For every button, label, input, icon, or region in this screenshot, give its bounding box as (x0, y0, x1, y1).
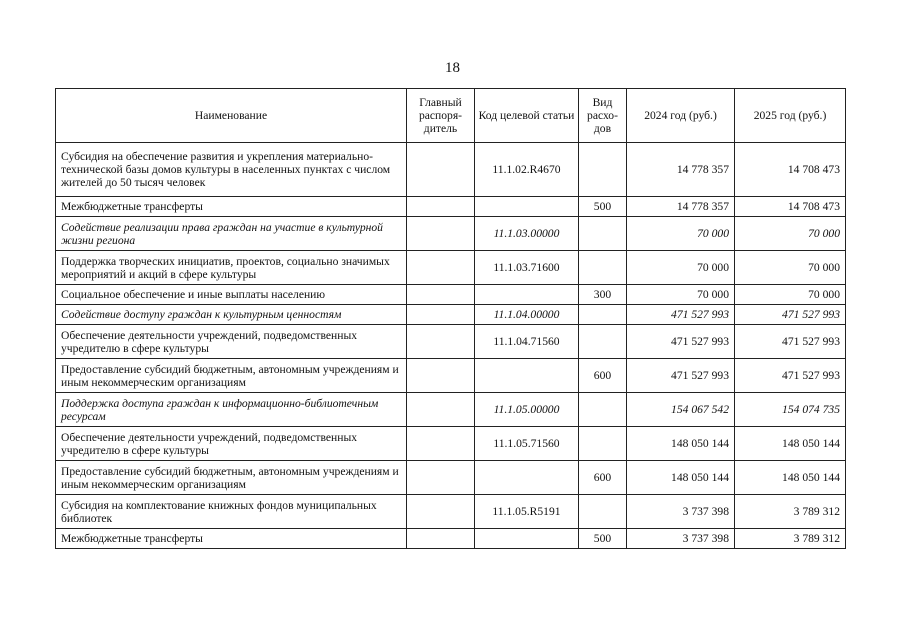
table-header-row (56, 89, 846, 143)
row-name-cell: Обеспечение деятельности учреждений, подведомственных учредителю в сфере культуры (56, 427, 407, 461)
row-name-cell: Содействие реализации права граждан на участие в культурной жизни региона (56, 217, 407, 251)
row-code-cell: 11.1.05.71560 (475, 427, 579, 461)
header-admin: Главный распоря-дитель (407, 89, 475, 143)
row-code-cell: 11.1.03.71600 (475, 251, 579, 285)
row-2025-cell: 471 527 993 (735, 359, 846, 393)
row-code-cell: 11.1.02.R4670 (475, 143, 579, 197)
row-kind-cell (579, 393, 627, 427)
header-code: Код целевой статьи (475, 89, 579, 143)
row-admin-cell (407, 461, 475, 495)
row-2024-cell: 148 050 144 (627, 461, 735, 495)
row-kind-cell (579, 251, 627, 285)
row-2025-cell: 14 708 473 (735, 143, 846, 197)
row-name-cell: Содействие доступу граждан к культурным ценностям (56, 305, 407, 325)
row-admin-cell (407, 427, 475, 461)
row-admin-cell (407, 359, 475, 393)
row-2024-cell: 14 778 357 (627, 197, 735, 217)
table-row (56, 495, 846, 529)
row-kind-cell (579, 143, 627, 197)
row-name-cell: Поддержка творческих инициатив, проектов, социально значимых мероприятий и акций в сфере культуры (56, 251, 407, 285)
row-code-cell (475, 285, 579, 305)
table-row (56, 197, 846, 217)
table-row (56, 251, 846, 285)
row-code-cell: 11.1.03.00000 (475, 217, 579, 251)
row-name-cell: Предоставление субсидий бюджетным, автономным учреждениям и иным некоммерческим организациям (56, 461, 407, 495)
header-2024: 2024 год (руб.) (627, 89, 735, 143)
header-2025: 2025 год (руб.) (735, 89, 846, 143)
row-name-cell: Поддержка доступа граждан к информационно-библиотечным ресурсам (56, 393, 407, 427)
row-kind-cell: 500 (579, 197, 627, 217)
table-row (56, 325, 846, 359)
row-2024-cell: 14 778 357 (627, 143, 735, 197)
row-kind-cell: 600 (579, 359, 627, 393)
row-2025-cell: 14 708 473 (735, 197, 846, 217)
table-row (56, 461, 846, 495)
row-2025-cell: 471 527 993 (735, 325, 846, 359)
table-row (56, 143, 846, 197)
row-code-cell (475, 529, 579, 549)
row-code-cell (475, 197, 579, 217)
row-admin-cell (407, 529, 475, 549)
row-2025-cell: 70 000 (735, 251, 846, 285)
header-name: Наименование (56, 89, 407, 143)
row-2025-cell: 471 527 993 (735, 305, 846, 325)
row-name-cell: Межбюджетные трансферты (56, 529, 407, 549)
row-2024-cell: 70 000 (627, 285, 735, 305)
row-name-cell: Социальное обеспечение и иные выплаты населению (56, 285, 407, 305)
row-kind-cell: 500 (579, 529, 627, 549)
row-kind-cell (579, 325, 627, 359)
row-kind-cell (579, 495, 627, 529)
row-code-cell: 11.1.04.00000 (475, 305, 579, 325)
row-admin-cell (407, 217, 475, 251)
row-kind-cell (579, 217, 627, 251)
row-2025-cell: 3 789 312 (735, 495, 846, 529)
row-code-cell (475, 461, 579, 495)
row-admin-cell (407, 495, 475, 529)
table-row (56, 393, 846, 427)
table-row (56, 359, 846, 393)
row-code-cell: 11.1.04.71560 (475, 325, 579, 359)
row-admin-cell (407, 325, 475, 359)
page-number: 18 (445, 60, 460, 76)
table-row (56, 285, 846, 305)
row-2024-cell: 471 527 993 (627, 305, 735, 325)
row-code-cell: 11.1.05.00000 (475, 393, 579, 427)
row-admin-cell (407, 285, 475, 305)
row-2025-cell: 154 074 735 (735, 393, 846, 427)
row-admin-cell (407, 305, 475, 325)
row-name-cell: Обеспечение деятельности учреждений, подведомственных учредителю в сфере культуры (56, 325, 407, 359)
row-2024-cell: 471 527 993 (627, 359, 735, 393)
header-kind: Вид расхо-дов (579, 89, 627, 143)
row-2025-cell: 148 050 144 (735, 427, 846, 461)
table-row (56, 529, 846, 549)
row-2024-cell: 70 000 (627, 217, 735, 251)
row-kind-cell (579, 305, 627, 325)
row-2024-cell: 471 527 993 (627, 325, 735, 359)
row-admin-cell (407, 197, 475, 217)
row-2024-cell: 3 737 398 (627, 529, 735, 549)
row-code-cell: 11.1.05.R5191 (475, 495, 579, 529)
row-kind-cell (579, 427, 627, 461)
row-2025-cell: 70 000 (735, 217, 846, 251)
row-2024-cell: 70 000 (627, 251, 735, 285)
row-name-cell: Субсидия на комплектование книжных фондов муниципальных библиотек (56, 495, 407, 529)
table-row (56, 217, 846, 251)
row-2024-cell: 148 050 144 (627, 427, 735, 461)
table-row (56, 427, 846, 461)
budget-table (55, 88, 846, 549)
row-2025-cell: 3 789 312 (735, 529, 846, 549)
row-admin-cell (407, 143, 475, 197)
row-name-cell: Субсидия на обеспечение развития и укрепления материально-технической базы домов культуры в населенных пунктах с числом жителей до 50 тысяч человек (56, 143, 407, 197)
row-code-cell (475, 359, 579, 393)
row-admin-cell (407, 251, 475, 285)
row-2024-cell: 3 737 398 (627, 495, 735, 529)
row-2025-cell: 148 050 144 (735, 461, 846, 495)
row-name-cell: Межбюджетные трансферты (56, 197, 407, 217)
row-kind-cell: 300 (579, 285, 627, 305)
row-kind-cell: 600 (579, 461, 627, 495)
row-2025-cell: 70 000 (735, 285, 846, 305)
table-row (56, 305, 846, 325)
row-admin-cell (407, 393, 475, 427)
row-2024-cell: 154 067 542 (627, 393, 735, 427)
row-name-cell: Предоставление субсидий бюджетным, автономным учреждениям и иным некоммерческим организациям (56, 359, 407, 393)
